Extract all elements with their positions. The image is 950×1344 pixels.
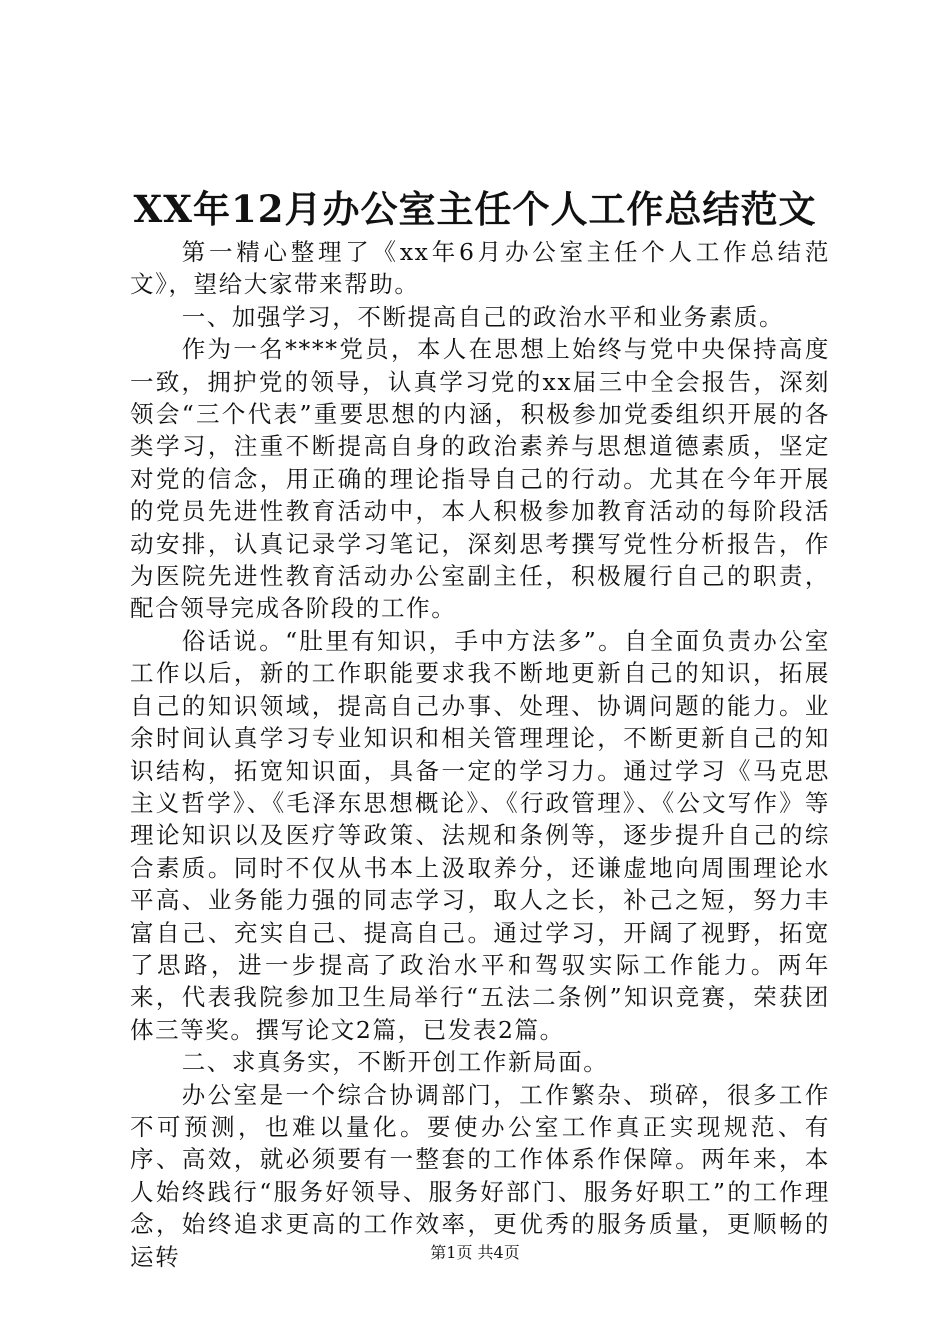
paragraph-party-study: 作为一名****党员，本人在思想上始终与党中央保持高度一致，拥护党的领导，认真学习党的xx届三中全会报告，深刻领会“三个代表”重要思想的内涵，积极参加党委组织开展的各类学习，注重不断提高自身的政治素养与思想道德素质，坚定对党的信念，用正确的理论指导自己的行动。尤其在今年开展的党员先进性教育活动中，本人积极参加教育活动的每阶段活动安排，认真记录学习笔记，深刻思考撰写党性分析报告，作为医院先进性教育活动办公室副主任，积极履行自己的职责，配合领导完成各阶段的工作。 [130,335,830,623]
paragraph-intro: 第一精心整理了《xx年6月办公室主任个人工作总结范文》，望给大家带来帮助。 [130,238,830,299]
paragraph-office-work: 办公室是一个综合协调部门，工作繁杂、琐碎，很多工作不可预测，也难以量化。要使办公室工作真正实现规范、有序、高效，就必须要有一整套的工作体系作保障。两年来，本人始终践行“服务好领导、服务好部门、服务好职工”的工作理念，始终追求更高的工作效率，更优秀的服务质量，更顺畅的运转 [130,1080,830,1271]
paragraph-knowledge: 俗话说。“肚里有知识，手中方法多”。自全面负责办公室工作以后，新的工作职能要求我不断地更新自己的知识，拓展自己的知识领域，提高自己办事、处理、协调问题的能力。业余时间认真学习专业知识和相关管理理论，不断更新自己的知识结构，拓宽知识面，具备一定的学习力。通过学习《马克思主义哲学》、《毛泽东思想概论》、《行政管理》、《公文写作》等理论知识以及医疗等政策、法规和条例等，逐步提升自己的综合素质。同时不仅从书本上汲取养分，还谦虚地向周围理论水平高、业务能力强的同志学习，取人之长，补己之短，努力丰富自己、充实自己、提高自己。通过学习，开阔了视野，拓宽了思路，进一步提高了政治水平和驾驭实际工作能力。两年来，代表我院参加卫生局举行“五法二条例”知识竞赛，荣获团体三等奖。撰写论文2篇，已发表2篇。 [130,626,830,1044]
section-heading-1: 一、加强学习，不断提高自己的政治水平和业务素质。 [181,302,785,331]
page-number-footer: 第1页 共4页 [430,1243,520,1262]
section-heading-2: 二、求真务实，不断开创工作新局面。 [181,1048,609,1077]
document-title: XX年12月办公室主任个人工作总结范文 [133,187,817,231]
document-body [130,236,830,1273]
